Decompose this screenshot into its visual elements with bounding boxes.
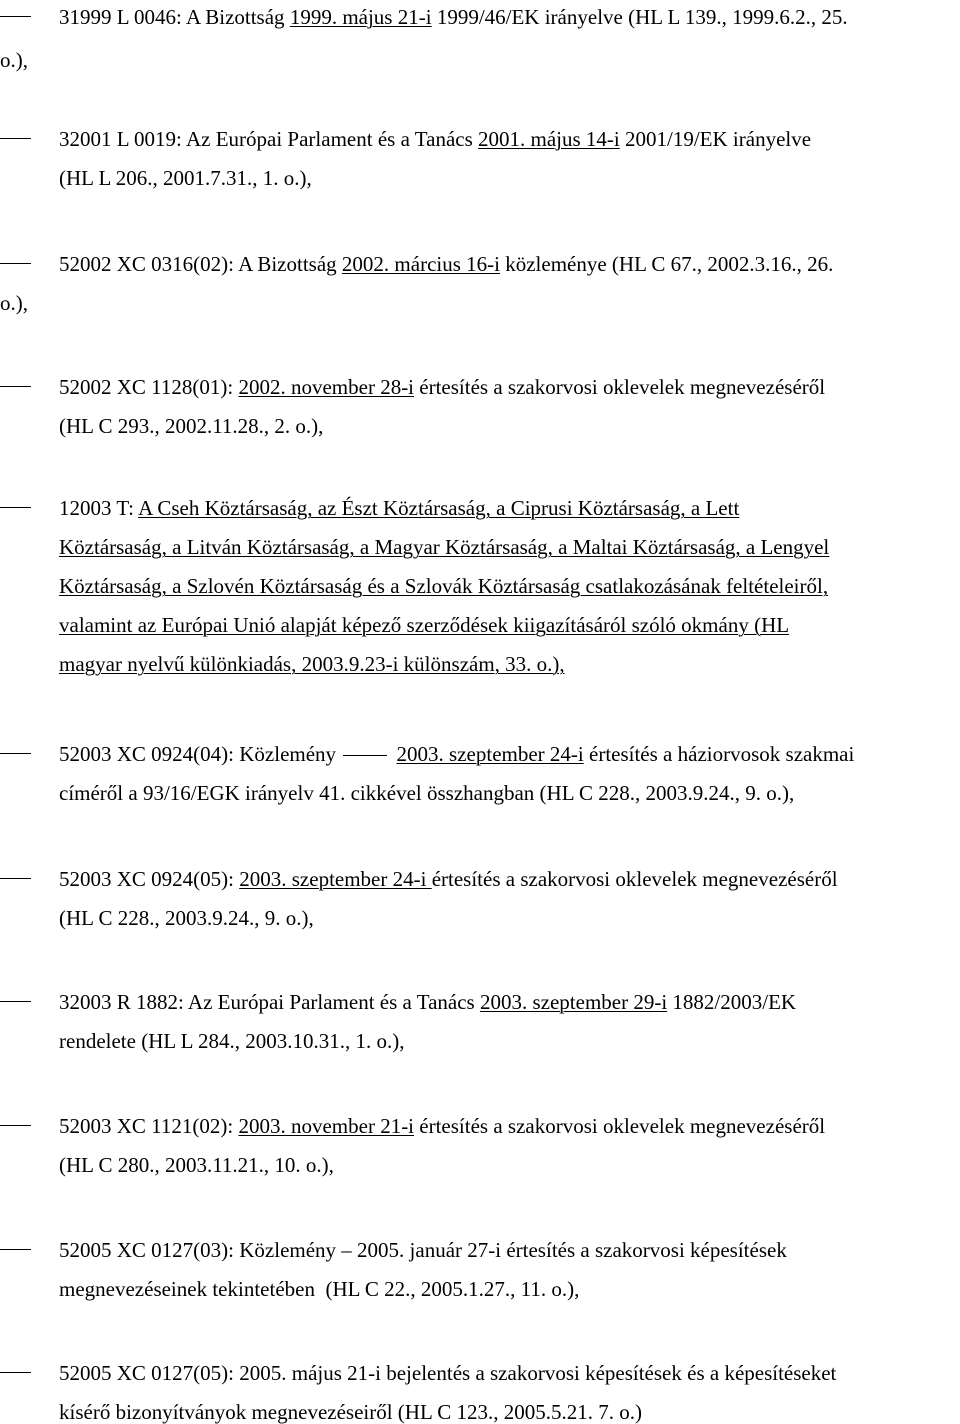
text: (HL L 206., 2001.7.31., 1. o.), xyxy=(59,166,312,190)
text-line xyxy=(0,48,28,72)
text-line xyxy=(59,375,825,399)
underlined-text: 2002. március 16-i xyxy=(341,252,500,276)
text: 52002 XC 1128(01): xyxy=(59,375,239,399)
text-line xyxy=(59,613,789,637)
text-line xyxy=(59,1114,825,1138)
text: 32003 R 1882: Az Európai Parlament és a Tanács xyxy=(59,990,480,1014)
list-dash-bullet xyxy=(0,16,31,17)
text-line xyxy=(59,781,794,805)
text: 52002 XC 0316(02): A Bizottság xyxy=(59,252,342,276)
text: 52003 XC 0924(05): xyxy=(59,867,240,891)
text-line xyxy=(59,906,314,930)
underlined-text: A Cseh Köztársaság, az Észt Köztársaság, a Ciprusi Köztársaság, a Lett xyxy=(138,496,740,520)
underlined-text: 2003. szeptember 29-i xyxy=(479,990,668,1014)
text: (HL C 280., 2003.11.21., 10. o.), xyxy=(59,1153,334,1177)
text: 31999 L 0046: A Bizottság xyxy=(59,5,290,29)
text-line xyxy=(59,742,854,766)
text: o.), xyxy=(0,291,28,315)
text-line xyxy=(0,291,28,315)
text: értesítés a szakorvosi oklevelek megnevezéséről xyxy=(414,1114,826,1138)
list-dash-bullet xyxy=(0,386,31,387)
underlined-text: 2001. május 14-i xyxy=(478,127,620,151)
underlined-text: 1999. május 21-i xyxy=(289,5,432,29)
list-dash-bullet xyxy=(0,263,31,264)
text-line xyxy=(59,1238,787,1262)
text-line xyxy=(59,1153,334,1177)
text-line xyxy=(59,414,323,438)
text: 2001/19/EK irányelve xyxy=(619,127,812,151)
underlined-text: valamint az Európai Unió alapját képező szerződések kiigazításáról szóló okmány (HL xyxy=(59,613,790,637)
text-line xyxy=(59,5,848,29)
text: 52003 XC 0924(04): Közlemény xyxy=(59,742,342,766)
text: (HL C 293., 2002.11.28., 2. o.), xyxy=(59,414,324,438)
list-dash-bullet xyxy=(0,138,31,139)
text: értesítés a szakorvosi oklevelek megnevezéséről xyxy=(414,375,826,399)
text-line xyxy=(59,1277,579,1301)
text: címéről a 93/16/EGK irányelv 41. cikkével összhangban (HL C 228., 2003.9.24., 9. o.), xyxy=(59,781,795,805)
text-line xyxy=(59,252,833,276)
underlined-text: 2003. szeptember 24-i xyxy=(239,867,432,891)
underlined-text: 2003. szeptember 24-i xyxy=(396,742,584,766)
text: 32001 L 0019: Az Európai Parlament és a Tanács xyxy=(59,127,479,151)
text-line xyxy=(59,1361,836,1385)
list-dash-bullet xyxy=(0,1372,31,1373)
text-line xyxy=(59,166,312,190)
text: (HL C 228., 2003.9.24., 9. o.), xyxy=(59,906,314,930)
text-line xyxy=(59,1029,404,1053)
text-line xyxy=(59,496,739,520)
text: 1882/2003/EK xyxy=(667,990,797,1014)
text-line xyxy=(59,990,796,1014)
underlined-text: 2002. november 28-i xyxy=(238,375,415,399)
text: kísérő bizonyítványok megnevezéseiről (HL C 123., 2005.5.21. 7. o.) xyxy=(59,1400,643,1424)
underlined-text: 2003. november 21-i xyxy=(238,1114,415,1138)
text-line xyxy=(59,1400,642,1424)
list-dash-bullet xyxy=(0,1001,31,1002)
text: 1999/46/EK irányelve (HL L 139., 1999.6.2., 25. xyxy=(431,5,848,29)
text-line xyxy=(59,652,565,676)
text: 52005 XC 0127(05): 2005. május 21-i bejelentés a szakorvosi képesítések és a képesítéseket xyxy=(59,1361,837,1385)
list-dash-bullet xyxy=(0,1125,31,1126)
text: közleménye (HL C 67., 2002.3.16., 26. xyxy=(499,252,834,276)
list-dash-bullet xyxy=(0,878,31,879)
underlined-text: magyar nyelvű különkiadás, 2003.9.23-i különszám, 33. o.), xyxy=(59,652,565,676)
text: rendelete (HL L 284., 2003.10.31., 1. o.), xyxy=(59,1029,405,1053)
text-line xyxy=(59,535,829,559)
text: 52003 XC 1121(02): xyxy=(59,1114,239,1138)
text: 52005 XC 0127(03): Közlemény – 2005. január 27-i értesítés a szakorvosi képesítések xyxy=(59,1238,787,1262)
text: megnevezéseinek tekintetében (HL C 22., 2005.1.27., 11. o.), xyxy=(59,1277,580,1301)
list-dash-bullet xyxy=(0,1249,31,1250)
text-line xyxy=(59,867,838,891)
text: 12003 T: xyxy=(59,496,139,520)
text-line xyxy=(59,574,828,598)
text: értesítés a szakorvosi oklevelek megnevezéséről xyxy=(431,867,838,891)
list-dash-bullet xyxy=(0,507,31,508)
underlined-text: Köztársaság, a Szlovén Köztársaság és a Szlovák Köztársaság csatlakozásának feltételeiről, xyxy=(59,574,829,598)
text: o.), xyxy=(0,48,28,72)
text: értesítés a háziorvosok szakmai xyxy=(583,742,855,766)
em-dash xyxy=(343,755,387,756)
underlined-text: Köztársaság, a Litván Köztársaság, a Magyar Köztársaság, a Maltai Köztársaság, a Lengyel xyxy=(59,535,830,559)
text-line xyxy=(59,127,811,151)
list-dash-bullet xyxy=(0,753,31,754)
